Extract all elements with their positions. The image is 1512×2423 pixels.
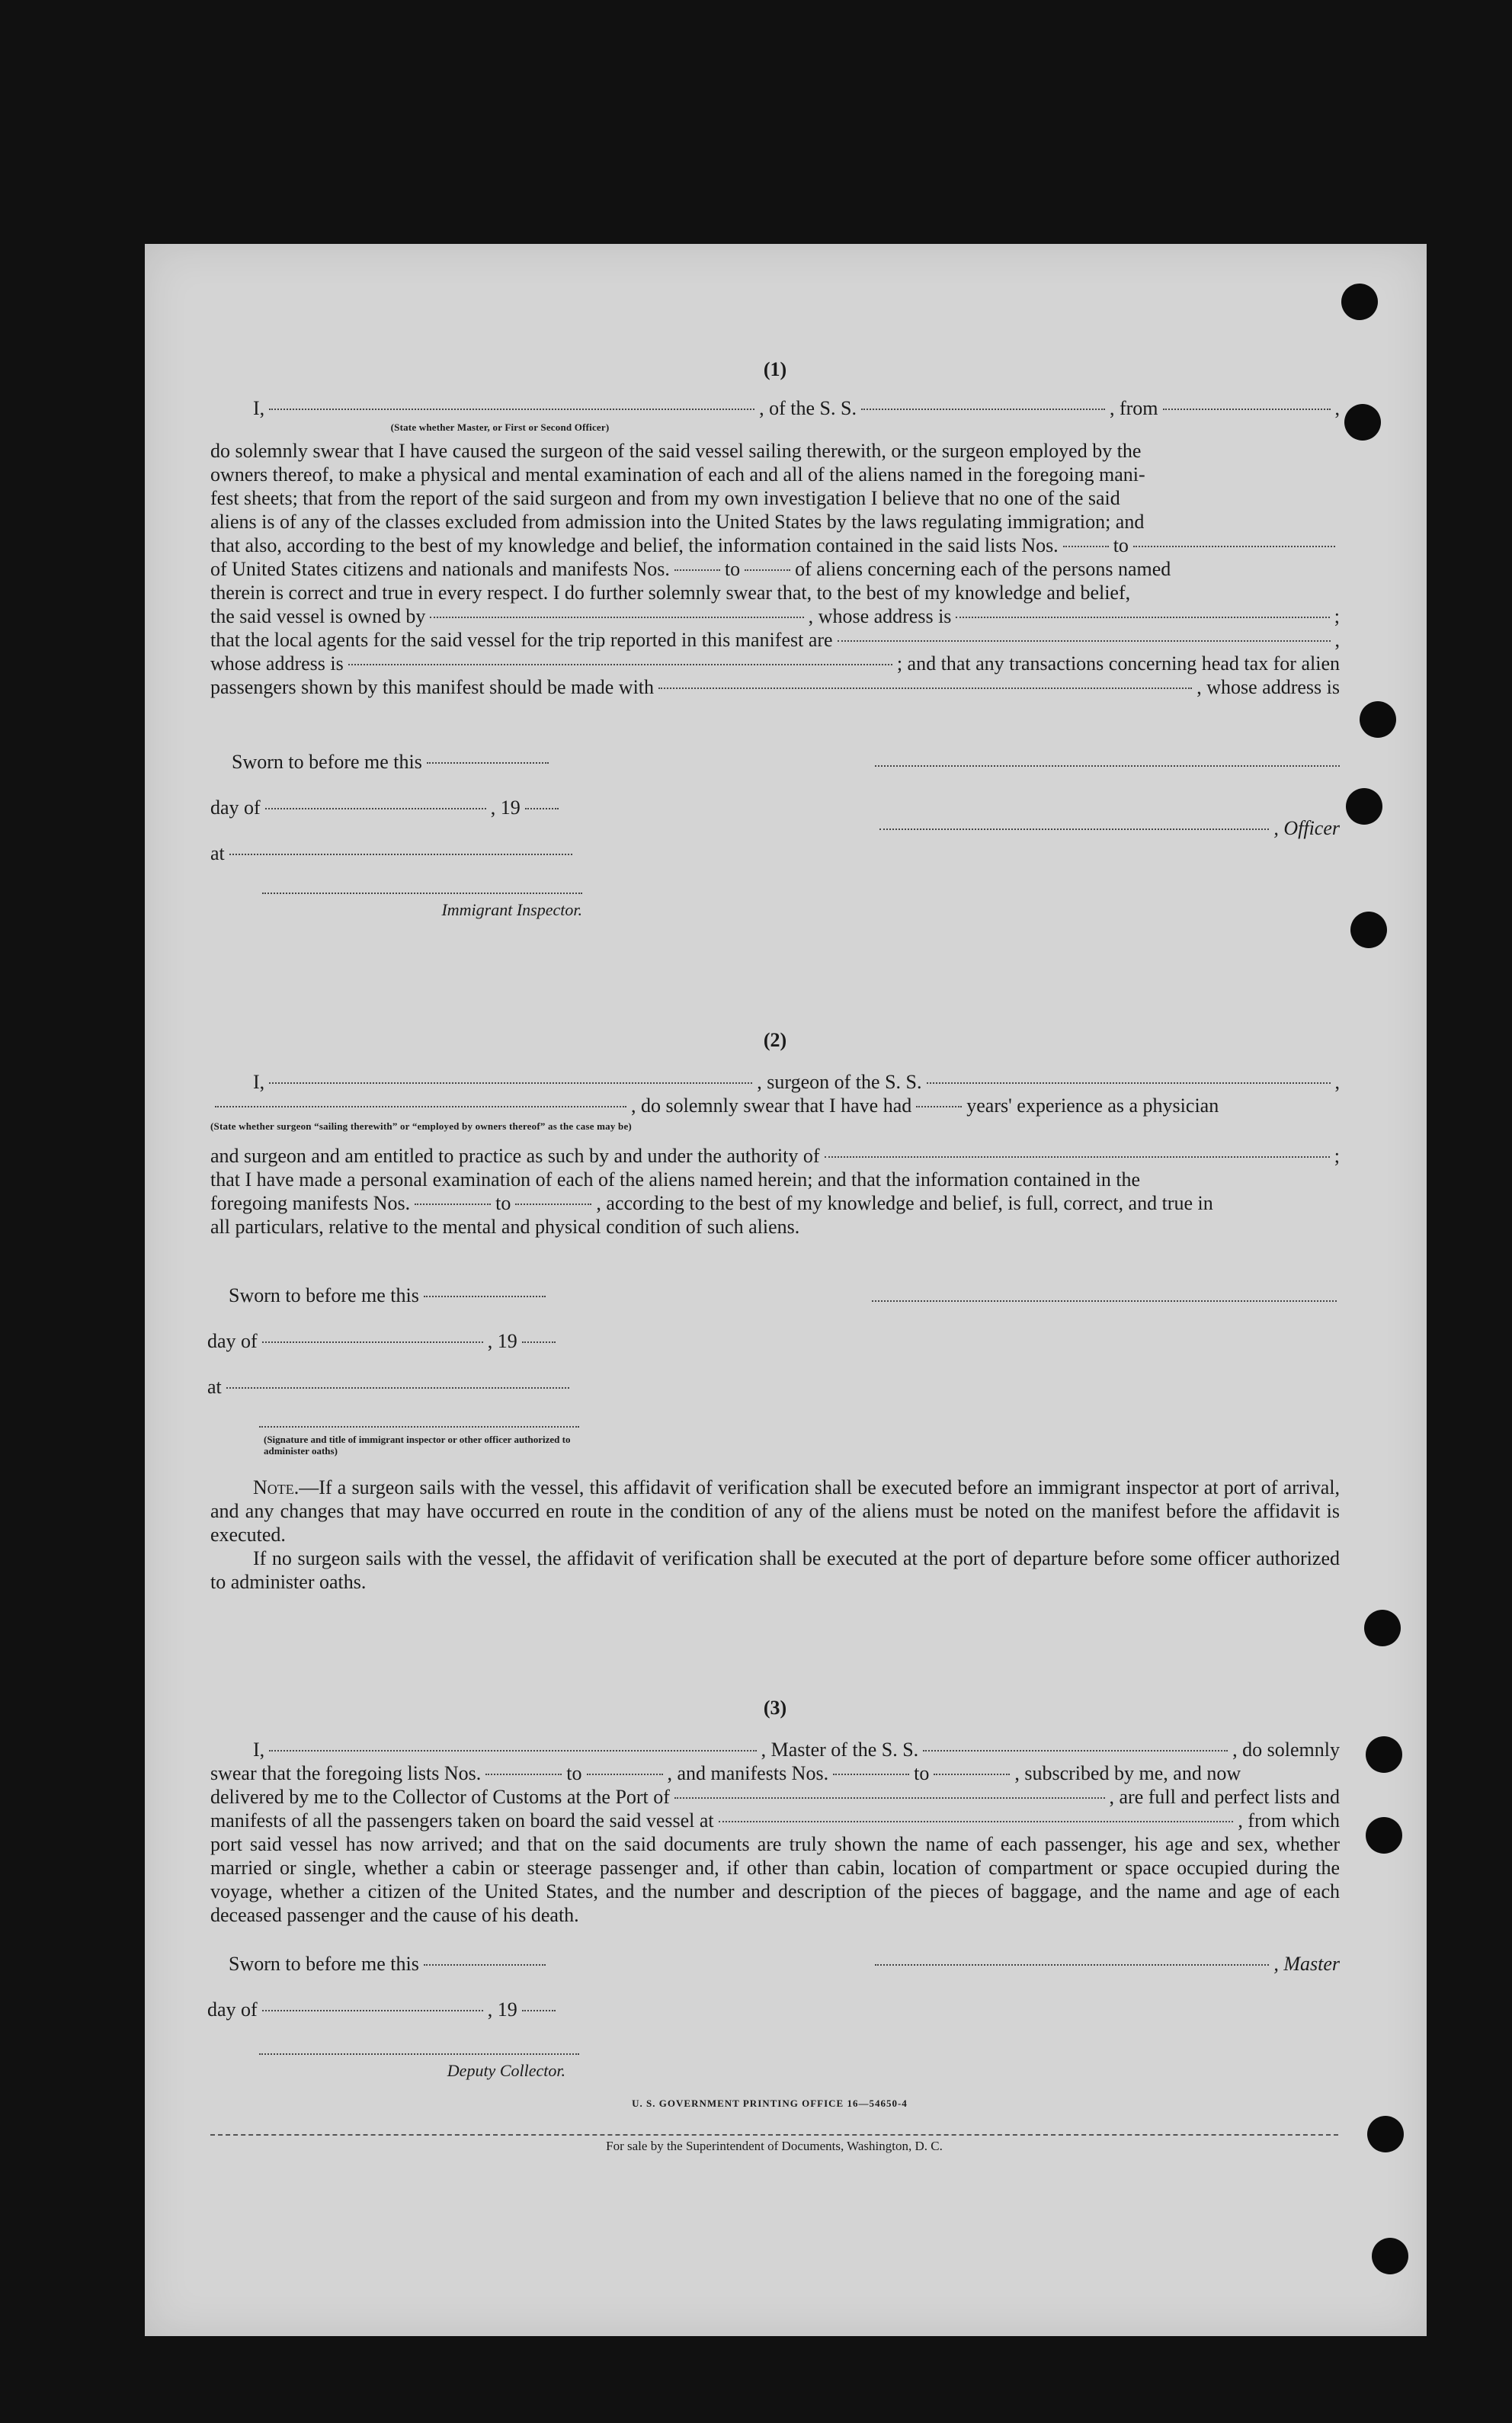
oath-text: of United States citizens and nationals and manifests Nos. xyxy=(210,558,670,580)
place-field[interactable] xyxy=(226,1387,569,1389)
owner-field[interactable] xyxy=(430,617,803,618)
from-port-field[interactable] xyxy=(1163,409,1331,410)
oath-text: , whose address is xyxy=(1196,676,1340,698)
oath-text: years' experience as a physician xyxy=(966,1095,1219,1117)
note-text-2: If no surgeon sails with the vessel, the affidavit of verification shall be executed at the port of departure before some officer authorized to administer oaths. xyxy=(210,1547,1340,1593)
ship-name-field[interactable] xyxy=(861,409,1105,410)
footer-rule xyxy=(210,2134,1338,2136)
sworn-date-field[interactable] xyxy=(427,762,549,764)
oath-text: to xyxy=(724,558,741,580)
year-field[interactable] xyxy=(522,1341,556,1343)
note-block xyxy=(210,1476,1340,1594)
surgeon-signature-line[interactable] xyxy=(872,1300,1337,1302)
lists-from-field[interactable] xyxy=(485,1774,562,1775)
section-3-number: (3) xyxy=(763,1697,787,1719)
inspector-signature-line[interactable] xyxy=(262,893,582,894)
master-signature-block xyxy=(870,1953,1340,1976)
master-name-field[interactable] xyxy=(269,1750,756,1752)
section-3-jurat xyxy=(207,1953,588,2081)
lists-to-field[interactable] xyxy=(587,1774,663,1775)
oath-text: , do solemnly swear that I have had xyxy=(631,1095,912,1117)
master-caption: , Master xyxy=(1273,1953,1340,1975)
for-sale-note: For sale by the Superintendent of Documents, Washington, D. C. xyxy=(606,2139,943,2153)
of-ss-label: , of the S. S. xyxy=(759,397,857,419)
note-text-1: —If a surgeon sails with the vessel, this affidavit of verification shall be executed before an immigrant inspector at port of arrival, and any changes that may have occurred en route in the condition of any of the aliens must be noted on the manifest before the affidavit is executed. xyxy=(210,1476,1340,1546)
year-label: , 19 xyxy=(487,1330,517,1352)
oath-line: fest sheets; that from the report of the said surgeon and from my own investigation I believe that no one of the said xyxy=(210,487,1120,509)
at-label: at xyxy=(210,842,225,864)
punch-hole xyxy=(1346,788,1382,825)
punch-hole xyxy=(1366,1736,1402,1773)
section-1-number: (1) xyxy=(763,358,787,380)
manifest-no-to-field[interactable] xyxy=(745,569,790,571)
i-label: I, xyxy=(253,397,265,419)
port-field[interactable] xyxy=(674,1797,1105,1799)
officer-caption: (State whether Master, or First or Second Officer) xyxy=(390,421,610,433)
officer-signature-block xyxy=(875,765,1340,840)
sworn-label: Sworn to before me this xyxy=(232,751,422,773)
at-label: at xyxy=(207,1376,222,1398)
oath-paragraph: port said vessel has now arrived; and that on the said documents are truly shown the name of each passenger, his age and sex, whether married or single, whether a cabin or steerage passenger and, if other than cabin, location of compartment or space occupied during the voyage, whether a citizen of the United States, and the number and description of the pieces of baggage, and the name and age of each deceased passenger and the cause of his death. xyxy=(210,1833,1340,1926)
place-field[interactable] xyxy=(229,854,572,855)
oath-text: , and manifests Nos. xyxy=(667,1762,829,1784)
surgeon-of-label: , surgeon of the S. S. xyxy=(757,1071,922,1093)
year-field[interactable] xyxy=(525,808,559,809)
manifests-from-field[interactable] xyxy=(833,1774,909,1775)
oath-text: to xyxy=(1113,534,1129,556)
day-of-label: day of xyxy=(207,1998,258,2021)
year-field[interactable] xyxy=(522,2010,556,2011)
oath-text: of aliens concerning each of the persons named xyxy=(795,558,1171,580)
punch-hole xyxy=(1360,701,1396,738)
punch-hole xyxy=(1372,2238,1408,2274)
from-label: , from xyxy=(1109,397,1158,419)
master-of-label: , Master of the S. S. xyxy=(761,1739,919,1761)
year-label: , 19 xyxy=(490,796,521,819)
section-1-jurat xyxy=(210,751,591,920)
oath-text: , subscribed by me, and now xyxy=(1014,1762,1241,1784)
punch-hole xyxy=(1344,404,1381,441)
year-label: , 19 xyxy=(487,1998,517,2021)
punch-hole xyxy=(1364,1610,1401,1646)
inspector-signature-line[interactable] xyxy=(259,1426,579,1428)
punch-hole xyxy=(1367,2116,1404,2152)
punch-hole xyxy=(1366,1817,1402,1854)
section-1 xyxy=(210,358,1340,699)
oath-text: that also, according to the best of my knowledge and belief, the information contained in the said lists Nos. xyxy=(210,534,1059,556)
manifests-to-field[interactable] xyxy=(934,1774,1010,1775)
oath-text: to xyxy=(495,1192,511,1214)
inspector-caption: Immigrant Inspector. xyxy=(441,900,582,919)
deputy-caption: Deputy Collector. xyxy=(447,2061,565,2080)
section-2-number: (2) xyxy=(763,1029,787,1051)
officer-signature-line-2[interactable] xyxy=(879,828,1269,830)
inspector-signature-caption: (Signature and title of immigrant inspector or other officer authorized to administer oaths) xyxy=(264,1434,571,1457)
sworn-label: Sworn to before me this xyxy=(229,1953,419,1975)
oath-line: do solemnly swear that I have caused the surgeon of the said vessel sailing therewith, or the surgeon employed by the xyxy=(210,440,1142,462)
oath-text: ; xyxy=(1334,1145,1340,1167)
surgeon-ship-field[interactable] xyxy=(927,1082,1331,1084)
oath-text: , whose address is xyxy=(808,605,952,627)
oath-text: passengers shown by this manifest should be made with xyxy=(210,676,655,698)
printing-office-note: U. S. GOVERNMENT PRINTING OFFICE 16—54650-4 xyxy=(632,2098,908,2109)
oath-line: all particulars, relative to the mental and physical condition of such aliens. xyxy=(210,1216,800,1238)
oath-text: whose address is xyxy=(210,652,344,675)
surgeon-caption: (State whether surgeon “sailing therewith” or “employed by owners thereof” as the case may be) xyxy=(210,1120,632,1132)
punch-hole xyxy=(1341,284,1378,320)
list-no-from-field[interactable] xyxy=(1063,546,1109,547)
day-of-label: day of xyxy=(207,1330,258,1352)
years-field[interactable] xyxy=(916,1106,962,1107)
oath-text: , from which xyxy=(1238,1809,1340,1832)
oath-line: owners thereof, to make a physical and mental examination of each and all of the aliens named in the foregoing mani- xyxy=(210,463,1145,486)
month-field[interactable] xyxy=(262,2010,483,2011)
master-signature-line[interactable] xyxy=(875,1964,1269,1966)
oath-text: swear that the foregoing lists Nos. xyxy=(210,1762,482,1784)
oath-text: to xyxy=(914,1762,930,1784)
oath-text: the said vessel is owned by xyxy=(210,605,426,627)
note-label: Note. xyxy=(253,1476,300,1498)
oath-text: that the local agents for the said vessel for the trip reported in this manifest are xyxy=(210,629,833,651)
month-field[interactable] xyxy=(262,1341,483,1343)
local-agents-field[interactable] xyxy=(838,640,1331,642)
deputy-signature-line[interactable] xyxy=(259,2053,579,2055)
head-tax-party-field[interactable] xyxy=(658,687,1192,689)
oath-text: foregoing manifests Nos. xyxy=(210,1192,411,1214)
authority-field[interactable] xyxy=(825,1156,1330,1158)
punch-hole xyxy=(1350,912,1387,948)
oath-text: to xyxy=(566,1762,582,1784)
embark-port-field[interactable] xyxy=(719,1821,1234,1822)
comma: , xyxy=(1334,1071,1340,1093)
manifest-from-field[interactable] xyxy=(415,1203,491,1205)
sworn-label: Sworn to before me this xyxy=(229,1284,419,1306)
month-field[interactable] xyxy=(265,808,486,809)
oath-text: , are full and perfect lists and xyxy=(1109,1786,1340,1808)
oath-text: manifests of all the passengers taken on board the said vessel at xyxy=(210,1809,714,1832)
officer-caption-label: , Officer xyxy=(1273,817,1340,839)
agents-address-field[interactable] xyxy=(348,664,892,665)
list-no-to-field[interactable] xyxy=(1133,546,1335,547)
oath-line: that I have made a personal examination of each of the aliens named herein; and that the information contained in the xyxy=(210,1168,1141,1191)
section-3 xyxy=(210,1697,1340,1927)
oath-text: , according to the best of my knowledge and belief, is full, correct, and true in xyxy=(596,1192,1213,1214)
i-label: I, xyxy=(253,1071,265,1093)
section-2-jurat xyxy=(207,1284,588,1457)
oath-text: ; and that any transactions concerning head tax for alien xyxy=(896,652,1340,675)
master-ship-field[interactable] xyxy=(923,1750,1228,1752)
manifest-to-field[interactable] xyxy=(515,1203,591,1205)
surgeon-status-field[interactable] xyxy=(215,1106,626,1107)
i-label: I, xyxy=(253,1739,265,1761)
oath-text: delivered by me to the Collector of Customs at the Port of xyxy=(210,1786,670,1808)
oath-text: and surgeon and am entitled to practice as such by and under the authority of xyxy=(210,1145,820,1167)
oath-text: ; xyxy=(1334,605,1340,627)
manifest-no-from-field[interactable] xyxy=(674,569,720,571)
officer-name-field[interactable] xyxy=(269,409,754,410)
surgeon-name-field[interactable] xyxy=(269,1082,752,1084)
oath-text: , xyxy=(1334,629,1340,651)
oath-line: therein is correct and true in every respect. I do further solemnly swear that, to the best of my knowledge and belief, xyxy=(210,582,1131,604)
section-2 xyxy=(210,1029,1340,1239)
officer-signature-line-1[interactable] xyxy=(875,765,1340,767)
oath-text: , do solemnly xyxy=(1232,1739,1340,1761)
sworn-date-field[interactable] xyxy=(424,1296,546,1297)
oath-line: aliens is of any of the classes excluded from admission into the United States by the laws regulating immigration; and xyxy=(210,511,1145,533)
owner-address-field[interactable] xyxy=(956,617,1329,618)
comma: , xyxy=(1334,397,1340,419)
sworn-date-field[interactable] xyxy=(424,1964,546,1966)
day-of-label: day of xyxy=(210,796,261,819)
